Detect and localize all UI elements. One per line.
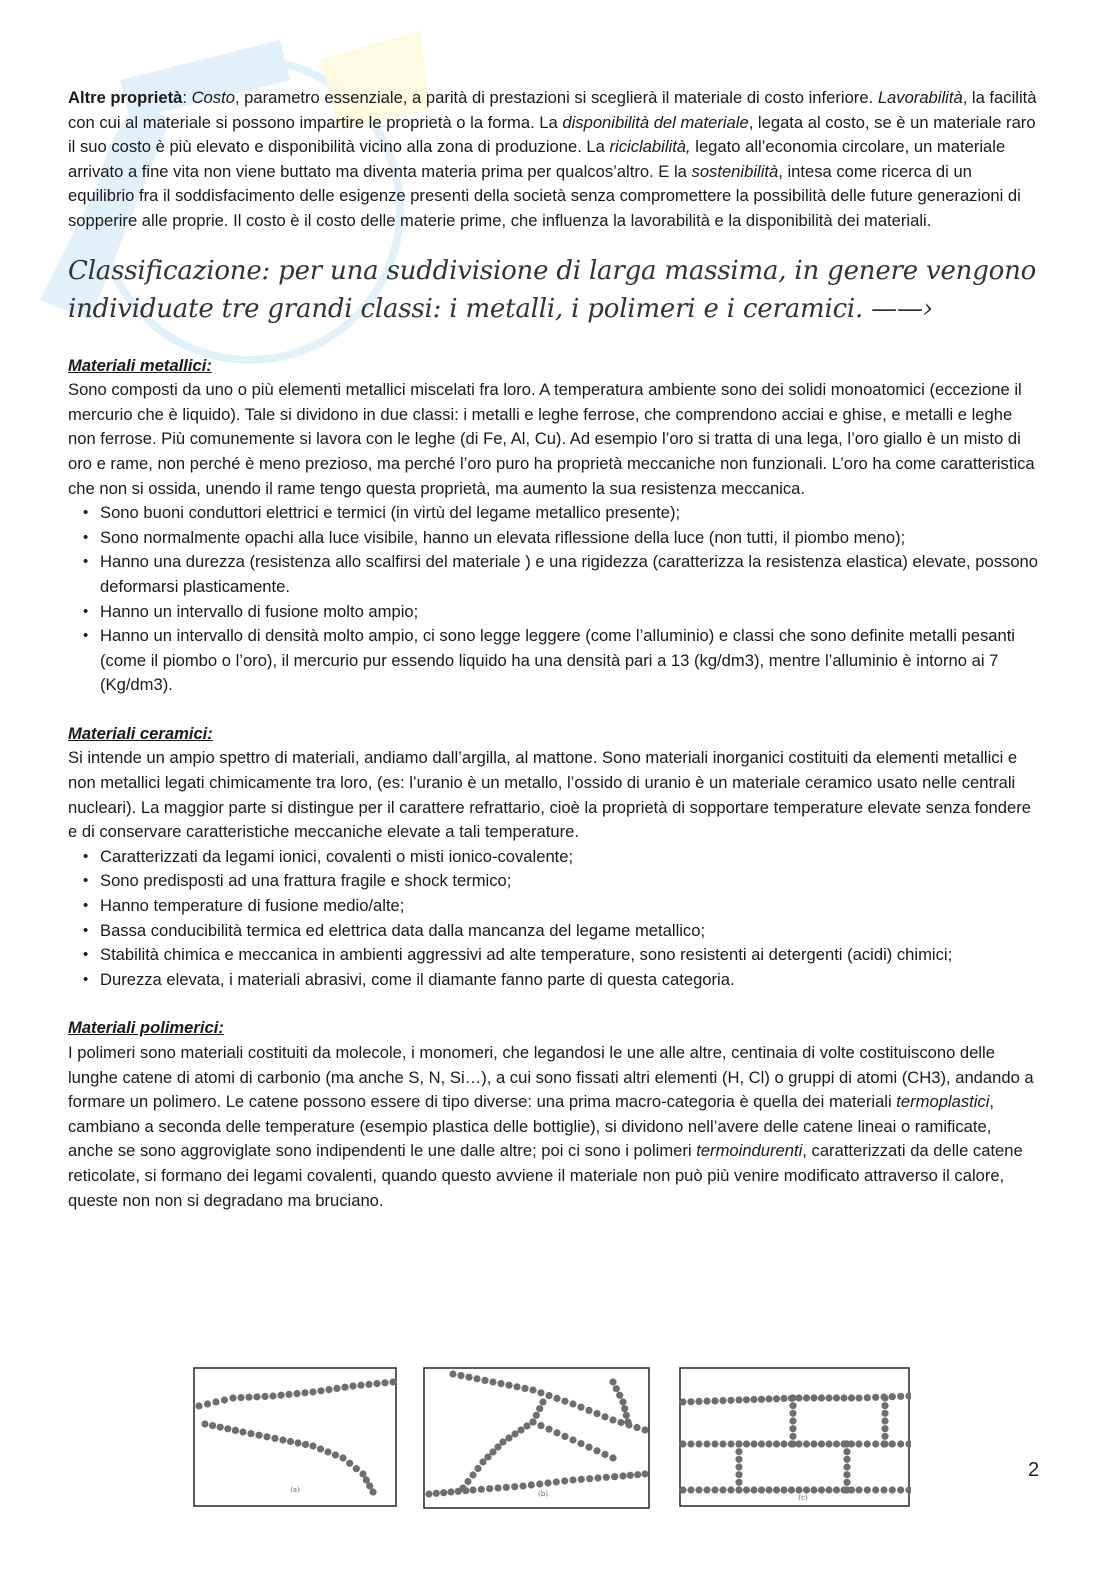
term-costo: Costo — [191, 88, 235, 107]
monomer-bead — [528, 1481, 535, 1488]
monomer-bead — [309, 1442, 316, 1449]
monomer-bead — [521, 1385, 528, 1392]
monomer-bead — [217, 1424, 224, 1431]
section-text-polymers: I polimeri sono materiali costituiti da molecole, i monomeri, che legandosi le une alle altre, centinaia di volte costituiscono delle lunghe catene di atomi di carbonio (ma anche S, N, Si…), a cui sono fissati altri elementi (H, Cl) o gruppi di atomi (CH3), andando a formare un polimero. Le catene possono essere di tipo diverse: una prima macro-categoria è quella dei materiali termoplastici, cambiano a seconda delle temperature (esempio plastica delle bottiglie), si dividono nell’avere delle catene lineai o ramificate, anche se sono aggroviglate sono indipendenti le une dalle altre; poi ci sono i polimeri termoindurenti, caratterizzati da delle catene reticolate, si formano dei legami covalenti, quando questo avviene il materiale non può più venire modificato attraverso il calore, queste non non si degradano ma bruciano. — [68, 1043, 1034, 1210]
monomer-bead — [561, 1433, 568, 1440]
list-item: • Hanno un intervallo di fusione molto ampio; — [100, 600, 1040, 625]
monomer-bead — [881, 1417, 888, 1424]
monomer-bead — [803, 1440, 810, 1447]
monomer-bead — [447, 1488, 454, 1495]
monomer-bead — [497, 1380, 504, 1387]
monomer-bead — [553, 1429, 560, 1436]
monomer-bead — [803, 1394, 810, 1401]
monomer-bead — [848, 1394, 855, 1401]
classification-note: Classificazione: per una suddivisione di larga massima, in genere vengono individuate tre grandi classi: i metalli, i polimeri e i ceramici. ——› — [68, 255, 1037, 324]
term-termoindurenti: termoindurenti — [696, 1141, 803, 1161]
monomer-bead — [788, 1486, 795, 1493]
monomer-bead — [758, 1396, 765, 1403]
monomer-bead — [449, 1370, 456, 1377]
monomer-bead — [478, 1486, 485, 1493]
monomer-bead — [561, 1398, 568, 1405]
term-riciclabilita: riciclabilità, — [609, 137, 691, 157]
monomer-bead — [789, 1417, 796, 1424]
figure-linear-chains — [193, 1362, 398, 1510]
monomer-bead — [843, 1448, 850, 1455]
monomer-bead — [765, 1486, 772, 1493]
monomer-bead — [619, 1398, 626, 1405]
monomer-bead — [609, 1454, 616, 1461]
list-item: • Caratterizzati da legami ionici, covalenti o misti ionico-covalente; — [100, 845, 1040, 870]
monomer-bead — [529, 1386, 536, 1393]
monomer-bead — [679, 1398, 686, 1405]
monomer-bead — [803, 1486, 810, 1493]
term-disponibilita: disponibilità del materiale — [562, 112, 749, 132]
monomer-bead — [843, 1479, 850, 1486]
section-metals — [68, 354, 1040, 698]
section-title-metals: Materiali metallici: — [68, 355, 212, 375]
page-number: 2 — [1028, 1459, 1040, 1481]
monomer-bead — [212, 1398, 219, 1405]
monomer-bead — [727, 1397, 734, 1404]
monomer-bead — [473, 1375, 480, 1382]
monomer-bead — [881, 1410, 888, 1417]
monomer-bead — [750, 1440, 757, 1447]
monomer-bead — [773, 1486, 780, 1493]
monomer-bead — [221, 1396, 228, 1403]
monomer-bead — [833, 1394, 840, 1401]
monomer-bead — [569, 1400, 576, 1407]
monomer-bead — [201, 1420, 208, 1427]
monomer-bead — [195, 1402, 202, 1409]
monomer-bead — [719, 1397, 726, 1404]
figure-caption: (a) — [290, 1486, 300, 1494]
monomer-bead — [586, 1475, 593, 1482]
monomer-bead — [843, 1463, 850, 1470]
monomer-bead — [619, 1472, 626, 1479]
monomer-bead — [594, 1474, 601, 1481]
monomer-bead — [325, 1386, 332, 1393]
monomer-bead — [773, 1440, 780, 1447]
monomer-bead — [789, 1394, 796, 1401]
monomer-bead — [601, 1413, 608, 1420]
monomer-bead — [459, 1484, 466, 1491]
monomer-bead — [301, 1389, 308, 1396]
monomer-bead — [341, 1384, 348, 1391]
monomer-bead — [333, 1385, 340, 1392]
monomer-bead — [780, 1395, 787, 1402]
monomer-bead — [780, 1440, 787, 1447]
monomer-bead — [517, 1426, 524, 1433]
monomer-bead — [703, 1486, 710, 1493]
monomer-bead — [818, 1486, 825, 1493]
monomer-bead — [511, 1430, 518, 1437]
monomer-bead — [872, 1394, 879, 1401]
monomer-bead — [616, 1392, 623, 1399]
section-title-ceramics: Materiali ceramici: — [68, 723, 213, 743]
monomer-bead — [743, 1396, 750, 1403]
monomer-bead — [889, 1393, 896, 1400]
figure-branched-chains — [423, 1362, 651, 1510]
monomer-bead — [780, 1486, 787, 1493]
monomer-bead — [889, 1440, 896, 1447]
monomer-bead — [743, 1486, 750, 1493]
monomer-bead — [369, 1488, 376, 1495]
monomer-bead — [601, 1451, 608, 1458]
monomer-bead — [545, 1392, 552, 1399]
monomer-bead — [641, 1426, 648, 1433]
monomer-bead — [255, 1432, 262, 1439]
monomer-bead — [727, 1440, 734, 1447]
section-polymers — [68, 1016, 1040, 1213]
monomer-bead — [209, 1422, 216, 1429]
monomer-bead — [569, 1436, 576, 1443]
monomer-bead — [349, 1382, 356, 1389]
monomer-bead — [750, 1486, 757, 1493]
monomer-bead — [204, 1400, 211, 1407]
monomer-bead — [486, 1485, 493, 1492]
monomer-bead — [433, 1490, 440, 1497]
monomer-bead — [279, 1436, 286, 1443]
monomer-bead — [229, 1394, 236, 1401]
monomer-bead — [324, 1448, 331, 1455]
monomer-bead — [425, 1490, 432, 1497]
monomer-bead — [687, 1440, 694, 1447]
monomer-bead — [711, 1440, 718, 1447]
monomer-bead — [577, 1404, 584, 1411]
monomer-bead — [897, 1486, 904, 1493]
figure-crosslinked-chains — [679, 1362, 911, 1510]
monomer-bead — [302, 1441, 309, 1448]
section-text-ceramics: Si intende un ampio spettro di materiali, andiamo dall’argilla, al mattone. Sono materiali inorganici costituiti da elementi metallici e non metallici legati chimicamente tra loro, (es: l’uranio è un metallo, l’ossido di uranio è un materiale ceramico usato nelle centrali nucleari). La maggior parte si distingue per il carattere refrattario, cioè la proprietà di sopportare temperature elevate senza fondere e di conservare caratteristiche meccaniche elevate a tali temperature. — [68, 748, 1031, 842]
monomer-bead — [339, 1454, 346, 1461]
monomer-bead — [309, 1388, 316, 1395]
monomer-bead — [855, 1440, 862, 1447]
monomer-bead — [561, 1477, 568, 1484]
intro-label: Altre proprietà — [68, 88, 183, 107]
monomer-bead — [353, 1465, 360, 1472]
monomer-bead — [481, 1377, 488, 1384]
monomer-bead — [727, 1486, 734, 1493]
monomer-bead — [578, 1476, 585, 1483]
monomer-bead — [346, 1460, 353, 1467]
monomer-bead — [897, 1440, 904, 1447]
monomer-bead — [679, 1486, 686, 1493]
section-text-metals: Sono composti da uno o più elementi metallici miscelati fra loro. A temperatura ambiente sono dei solidi monoatomici (eccezione il mercurio che è liquido). Tale si dividono in due classi: i metalli e leghe ferrose, che comprendono acciai e ghise, e metalli e leghe non ferrose. Più comunemente si lavora con le leghe (di Fe, Al, Cu). Ad esempio l’oro si tratta di una lega, l’oro giallo è un misto di oro e rame, non perché è meno prezioso, ma perché l’oro puro ha proprietà meccaniche non funzionali. L’oro ha come caratteristica che non si ossida, unendo il rame tengo questa proprietà, ma aumento la sua resistenza meccanica. — [68, 380, 1035, 498]
monomer-bead — [539, 1398, 546, 1405]
list-item: • Bassa conducibilità termica ed elettrica data dalla mancanza del legame metallico; — [100, 919, 1040, 944]
section-ceramics — [68, 722, 1040, 993]
monomer-bead — [585, 1407, 592, 1414]
monomer-bead — [523, 1422, 530, 1429]
monomer-bead — [593, 1447, 600, 1454]
monomer-bead — [810, 1394, 817, 1401]
monomer-bead — [743, 1440, 750, 1447]
monomer-bead — [529, 1418, 536, 1425]
monomer-bead — [293, 1390, 300, 1397]
monomer-bead — [511, 1483, 518, 1490]
monomer-bead — [881, 1425, 888, 1432]
monomer-bead — [513, 1383, 520, 1390]
monomer-bead — [735, 1471, 742, 1478]
monomer-bead — [465, 1374, 472, 1381]
term-sostenibilita: sostenibilità — [691, 161, 779, 181]
term-termoplastici: termoplastici — [896, 1092, 990, 1112]
monomer-bead — [609, 1416, 616, 1423]
monomer-bead — [237, 1394, 244, 1401]
monomer-bead — [735, 1456, 742, 1463]
monomer-bead — [695, 1486, 702, 1493]
monomer-bead — [621, 1405, 628, 1412]
intro-paragraph: Altre proprietà: Costo, parametro essenziale, a parità di prestazioni si sceglierà il materiale di costo inferiore. Lavorabilità, la facilità con cui al materiale si possono impartire le proprietà o la forma. La disponibilità del materiale, legata al costo, se è un materiale raro il suo costo è più elevato e disponibilità vicino alla zona di produzione. La riciclabilità, legato all’economia circolare, un materiale arrivato a fine vita non viene buttato ma diventa materia prima per qualcos’altro. E la sostenibilità, intesa come ricerca di un equilibrio fra il soddisfacimento delle esigenze presenti della società senza compromettere la possibilità delle future generazioni di sopperire alle proprie. Il costo è il costo delle materie prime, che influenza la lavorabilità e la disponibilità dei materiali. — [68, 88, 1037, 230]
polymer-figures — [193, 1362, 913, 1512]
monomer-bead — [758, 1440, 765, 1447]
monomer-bead — [695, 1398, 702, 1405]
monomer-bead — [224, 1425, 231, 1432]
monomer-bead — [537, 1422, 544, 1429]
monomer-bead — [239, 1428, 246, 1435]
monomer-bead — [711, 1397, 718, 1404]
monomer-bead — [735, 1448, 742, 1455]
monomer-bead — [687, 1486, 694, 1493]
monomer-bead — [389, 1378, 396, 1385]
monomer-bead — [855, 1394, 862, 1401]
monomer-bead — [617, 1419, 624, 1426]
monomer-bead — [271, 1435, 278, 1442]
monomer-bead — [365, 1381, 372, 1388]
ceramics-bullet-list — [68, 845, 1040, 993]
monomer-bead — [469, 1486, 476, 1493]
monomer-bead — [474, 1465, 481, 1472]
monomer-bead — [843, 1486, 850, 1493]
monomer-bead — [633, 1424, 640, 1431]
monomer-bead — [735, 1440, 742, 1447]
monomer-bead — [332, 1451, 339, 1458]
list-item: • Durezza elevata, i materiali abrasivi, come il diamante fanno parte di questa categoria. — [100, 968, 1040, 993]
monomer-bead — [795, 1486, 802, 1493]
monomer-bead — [440, 1489, 447, 1496]
monomer-bead — [864, 1394, 871, 1401]
monomer-bead — [840, 1394, 847, 1401]
monomer-bead — [872, 1440, 879, 1447]
monomer-bead — [232, 1427, 239, 1434]
monomer-bead — [613, 1385, 620, 1392]
monomer-bead — [519, 1482, 526, 1489]
monomer-bead — [499, 1438, 506, 1445]
monomer-bead — [789, 1410, 796, 1417]
monomer-bead — [881, 1402, 888, 1409]
monomer-bead — [294, 1439, 301, 1446]
monomer-bead — [357, 1382, 364, 1389]
monomer-bead — [843, 1471, 850, 1478]
monomer-bead — [536, 1480, 543, 1487]
monomer-bead — [825, 1394, 832, 1401]
monomer-bead — [503, 1484, 510, 1491]
monomer-bead — [825, 1486, 832, 1493]
monomer-bead — [263, 1433, 270, 1440]
monomer-bead — [864, 1440, 871, 1447]
monomer-bead — [810, 1486, 817, 1493]
monomer-bead — [889, 1486, 896, 1493]
monomer-bead — [317, 1387, 324, 1394]
list-item: • Sono buoni conduttori elettrici e termici (in virtù del legame metallico presente); — [100, 501, 1040, 526]
monomer-bead — [818, 1394, 825, 1401]
monomer-bead — [750, 1396, 757, 1403]
monomer-bead — [537, 1389, 544, 1396]
monomer-bead — [735, 1479, 742, 1486]
list-item: • Hanno una durezza (resistenza allo scalfirsi del materiale ) e una rigidezza (caratterizza la resistenza elastica) elevate, possono deformarsi plasticamente. — [100, 550, 1040, 599]
monomer-bead — [789, 1425, 796, 1432]
monomer-bead — [833, 1486, 840, 1493]
monomer-bead — [489, 1378, 496, 1385]
monomer-bead — [317, 1445, 324, 1452]
monomer-bead — [735, 1396, 742, 1403]
monomer-bead — [261, 1393, 268, 1400]
monomer-bead — [789, 1433, 796, 1440]
monomer-bead — [577, 1440, 584, 1447]
monomer-bead — [603, 1474, 610, 1481]
monomer-bead — [641, 1470, 648, 1477]
monomer-bead — [881, 1394, 888, 1401]
monomer-bead — [545, 1426, 552, 1433]
monomer-bead — [553, 1478, 560, 1485]
monomer-bead — [533, 1412, 540, 1419]
monomer-bead — [695, 1440, 702, 1447]
list-item: • Stabilità chimica e meccanica in ambienti aggressivi ad alte temperature, sono resistenti ai detergenti (acidi) chimici; — [100, 943, 1040, 968]
monomer-bead — [505, 1434, 512, 1441]
monomer-bead — [494, 1484, 501, 1491]
monomer-bead — [881, 1433, 888, 1440]
monomer-bead — [469, 1471, 476, 1478]
monomer-bead — [381, 1379, 388, 1386]
monomer-bead — [735, 1486, 742, 1493]
monomer-bead — [880, 1486, 887, 1493]
monomer-bead — [735, 1463, 742, 1470]
monomer-bead — [553, 1395, 560, 1402]
monomer-bead — [569, 1476, 576, 1483]
list-item: • Sono predisposti ad una frattura fragile e shock termico; — [100, 869, 1040, 894]
figure-caption: (b) — [538, 1490, 548, 1498]
monomer-bead — [758, 1486, 765, 1493]
monomer-bead — [373, 1380, 380, 1387]
monomer-bead — [679, 1440, 686, 1447]
list-item: • Hanno temperature di fusione medio/alte; — [100, 894, 1040, 919]
monomer-bead — [881, 1440, 888, 1447]
figure-caption: (c) — [798, 1494, 808, 1502]
monomer-bead — [593, 1410, 600, 1417]
main-content — [68, 86, 1040, 1213]
monomer-bead — [855, 1486, 862, 1493]
monomer-bead — [269, 1392, 276, 1399]
monomer-bead — [623, 1412, 630, 1419]
monomer-bead — [765, 1395, 772, 1402]
monomer-bead — [611, 1473, 618, 1480]
monomer-bead — [719, 1486, 726, 1493]
monomer-bead — [843, 1456, 850, 1463]
monomer-bead — [818, 1440, 825, 1447]
monomer-bead — [253, 1393, 260, 1400]
monomer-bead — [711, 1486, 718, 1493]
monomer-bead — [810, 1440, 817, 1447]
monomer-bead — [703, 1398, 710, 1405]
monomer-bead — [544, 1479, 551, 1486]
monomer-bead — [833, 1440, 840, 1447]
monomer-bead — [765, 1440, 772, 1447]
metals-bullet-list — [68, 501, 1040, 698]
monomer-bead — [634, 1471, 641, 1478]
term-lavorabilita: Lavorabilità — [877, 88, 963, 107]
monomer-bead — [277, 1392, 284, 1399]
monomer-bead — [585, 1444, 592, 1451]
monomer-bead — [789, 1402, 796, 1409]
monomer-bead — [719, 1440, 726, 1447]
monomer-bead — [872, 1486, 879, 1493]
monomer-bead — [457, 1372, 464, 1379]
monomer-bead — [789, 1440, 796, 1447]
monomer-bead — [464, 1478, 471, 1485]
monomer-bead — [843, 1440, 850, 1447]
monomer-bead — [825, 1440, 832, 1447]
monomer-bead — [864, 1486, 871, 1493]
monomer-bead — [536, 1405, 543, 1412]
monomer-bead — [624, 1418, 631, 1425]
monomer-bead — [687, 1398, 694, 1405]
monomer-bead — [773, 1395, 780, 1402]
list-item: • Sono normalmente opachi alla luce visibile, hanno un elevata riflessione della luce (non tutti, il piombo meno); — [100, 526, 1040, 551]
monomer-bead — [247, 1430, 254, 1437]
section-title-polymers: Materiali polimerici: — [68, 1018, 224, 1038]
monomer-bead — [609, 1378, 616, 1385]
monomer-bead — [627, 1472, 634, 1479]
monomer-bead — [245, 1394, 252, 1401]
monomer-bead — [285, 1391, 292, 1398]
monomer-bead — [505, 1382, 512, 1389]
monomer-bead — [287, 1438, 294, 1445]
monomer-bead — [703, 1440, 710, 1447]
monomer-bead — [897, 1393, 904, 1400]
list-item: • Hanno un intervallo di densità molto ampio, ci sono legge leggere (come l’alluminio) e classi che sono definite metalli pesanti (come il piombo o l’oro), il mercurio pur essendo liquido ha una densità pari a 13 (kg/dm3), mentre l’alluminio è intorno ai 7 (Kg/dm3). — [100, 624, 1040, 698]
